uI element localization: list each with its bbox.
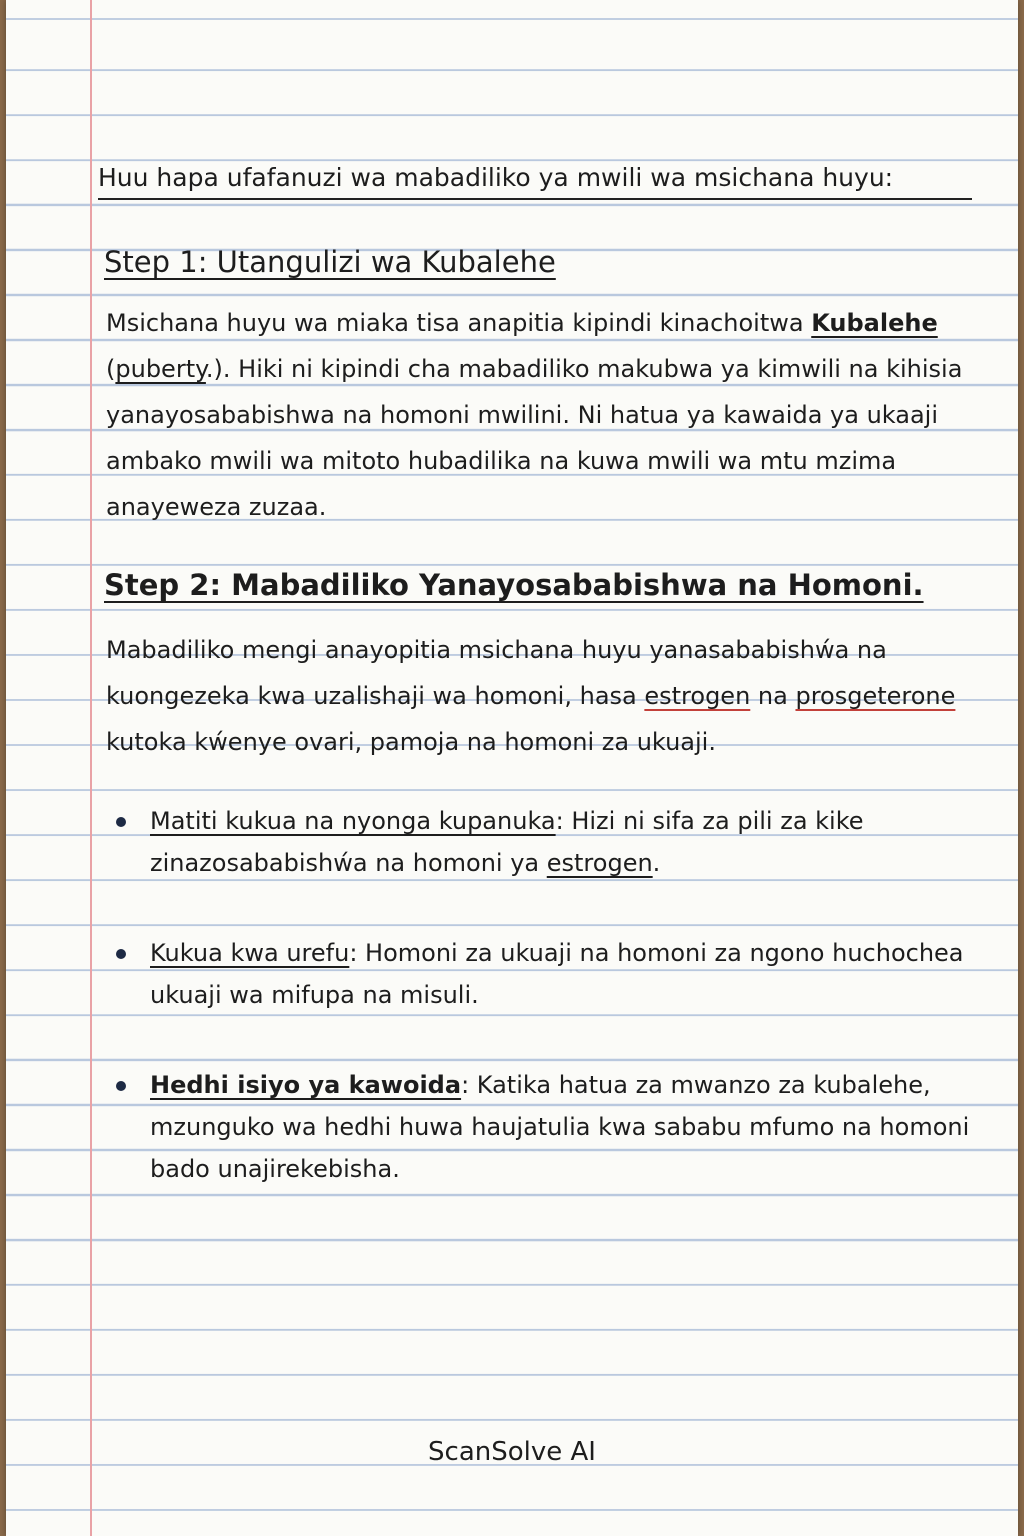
step1-text-rest: .). Hiki ni kipindi cha mabadiliko makubwa ya kimwili na kihisia yanayosababishwa na homoni mwilini. Ni hatua ya kawaida ya ukaaji ambako mwili wa mitoto hubadilika na kuwa mwili wa mtu mzima anayeweza zuzaa. (106, 355, 963, 521)
term-prosgeterone: prosgeterone (795, 682, 956, 710)
step2-paragraph (106, 627, 986, 765)
step1-text-start: Msichana huyu wa miaka tisa anapitia kipindi kinachoitwa (106, 309, 812, 337)
bullet-lead: Matiti kukua na nyonga kupanuka (150, 807, 556, 835)
step1-paragraph (106, 300, 986, 530)
bullet-item-breasts (114, 800, 974, 884)
bullet-dot-icon (116, 1081, 126, 1091)
step2-title: Step 2: Mabadiliko Yanayosababishwa na Homoni. (104, 568, 924, 602)
footer-watermark: ScanSolve AI (428, 1437, 596, 1467)
intro-heading: Huu hapa ufafanuzi wa mabadiliko ya mwili wa msichana huyu: (98, 160, 972, 200)
bullet-lead: Kukua kwa urefu (150, 939, 350, 967)
bullet-text-end: . (652, 849, 661, 877)
bullet-text: : Homoni za ukuaji na homoni za ngono huchochea ukuaji wa mifupa na misuli. (150, 939, 964, 1009)
term-estrogen: estrogen (644, 682, 751, 710)
step2-text-end: kutoka kẃenye ovari, pamoja na homoni za ukuaji. (106, 728, 716, 756)
step2-text-start: Mabadiliko mengi anayopitia msichana huyu yanasababishẃa na kuongezeka kwa uzalishaji wa homoni, hasa (106, 636, 887, 710)
notebook-page (6, 0, 1018, 1536)
bullet-text: : Katika hatua za mwanzo za kubalehe, mzunguko wa hedhi huwa haujatulia kwa sababu mfumo na homoni bado unajirekebisha. (150, 1071, 970, 1183)
term-kubalehe: Kubalehe (811, 309, 938, 337)
bullet-dot-icon (116, 949, 126, 959)
bullet-item-height (114, 932, 974, 1016)
bullet-text: : Hizi ni sifa za pili za kike zinazosababishẃa na homoni ya (150, 807, 864, 877)
step1-paren: ( (106, 355, 116, 383)
bullet-lead: Hedhi isiyo ya kawoida (150, 1071, 462, 1099)
step1-title: Step 1: Utangulizi wa Kubalehe (104, 245, 556, 279)
step2-text-mid: na (750, 682, 796, 710)
bullet-term: estrogen (546, 849, 653, 877)
bullet-item-menstruation (114, 1064, 974, 1190)
page-content (6, 0, 1018, 1536)
bullet-dot-icon (116, 817, 126, 827)
term-puberty: puberty (115, 355, 206, 383)
